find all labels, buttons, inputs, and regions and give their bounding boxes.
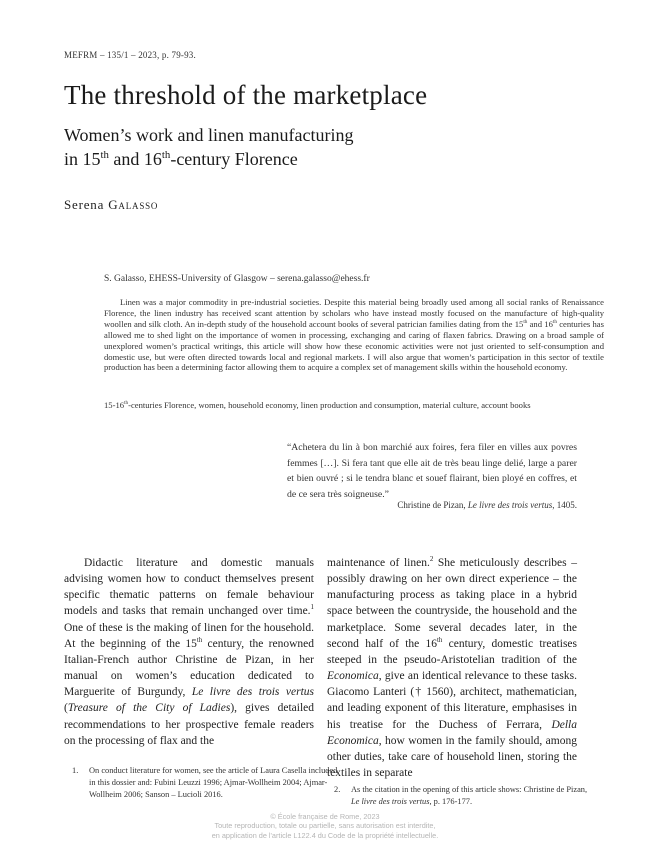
body-column-left: Didactic literature and domestic manuals advising women how to conduct themselves present specific thematic patterns on female behaviour models and tasks that remain unchanged over time.$^1$ One of these is the making of linen for the household. At the beginning of the 15th century, the renowned Italian-French author Christine de Pizan, in her manual on women’s education dedicated to Marguerite of Burgundy, Le livre des trois vertus (Treasure of the City of Ladies), gives detailed recommendations to her prospective female readers on the processing of flax and the [64, 557, 314, 747]
footnote-ref-2[interactable]: 2 [429, 556, 434, 564]
article-subtitle-line2: in 15th and 16th-century Florence [64, 149, 298, 169]
footnote-ref-1[interactable]: 1 [310, 604, 314, 612]
author-name: Serena Galasso [64, 197, 159, 212]
abstract: Linen was a major commodity in pre-industrial societies. Despite this material being broadly used among all social ranks of Renaissance Florence, the linen industry has received scant attention by scholars who have instead mostly focused on the manufacture of high-quality woollen and silk cloth. An in-depth study of the household account books of several patrician families dating from the 15th and 16th centuries has allowed me to shed light on the importance of women in processing, exchanging and caring of flaxen fabrics. Drawing on a broad sample of unexplored women’s practical writings, this article will show how these economic activities were not just oriented to self-consumption and domestic use, but were often directed towards local and regional markets. I will also argue that women’s participation in this sector of textile production has been a determining factor allowing them to acquire a complex set of management skills within the household economy. [104, 297, 604, 373]
article-subtitle-line1: Women’s work and linen manufacturing [64, 125, 354, 145]
footnote-2: 2. As the citation in the opening of this article shows: Christine de Pizan, Le livre des trois vertus, p. 176-177. [334, 785, 588, 806]
journal-reference: MEFRM – 135/1 – 2023, p. 79-93. [64, 50, 196, 60]
footnote-1: 1. On conduct literature for women, see the article of Laura Casella included in this dossier and: Fubini Leuzzi 1996; Ajmar-Wollheim 2004; Ajmar-Wollheim 2006; Sanson – Lucioli 2016. [72, 766, 338, 799]
copyright-watermark: © École française de Rome, 2023 Toute reproduction, totale ou partielle, sans autorisation est interdite, en application de l'article L122.4 du Code de la propriété intellectuelle. [211, 812, 439, 840]
article-title: The threshold of the marketplace [64, 80, 428, 110]
epigraph-source: Christine de Pizan, Le livre des trois vertus, 1405. [397, 500, 577, 510]
keywords: 15-16th-centuries Florence, women, household economy, linen production and consumption, material culture, account books [104, 400, 531, 410]
body-column-right: maintenance of linen.$^2$ She meticulously describes – possibly drawing on her own direct experience – the manufacturing process as taking place in a hybrid space between the countryside, the household and the marketplace. Some several decades later, in the second half of the 16th century, domestic treatises steeped in the pseudo-Aristotelian tradition of the Economica, give an identical relevance to these tasks. Giacomo Lanteri († 1560), architect, mathematician, and leading exponent of this literature, emphasises in his treatise for the Duchess of Ferrara, Della Economica, how women in the family should, among other duties, take care of household linen, storing the textiles in separate [327, 556, 577, 780]
author-affiliation: S. Galasso, EHESS-University of Glasgow – serena.galasso@ehess.fr [104, 274, 370, 284]
epigraph-quote: “Achetera du lin à bon marchié aux foires, fera filer en villes aux povres femmes […]. Si fera tant que elle ait de très beau linge delié, large a parer et bien ouvré ; si le tendra blanc et souef flairant, bien ployé en coffres, et de ce sera très soigneuse.” [287, 442, 577, 500]
